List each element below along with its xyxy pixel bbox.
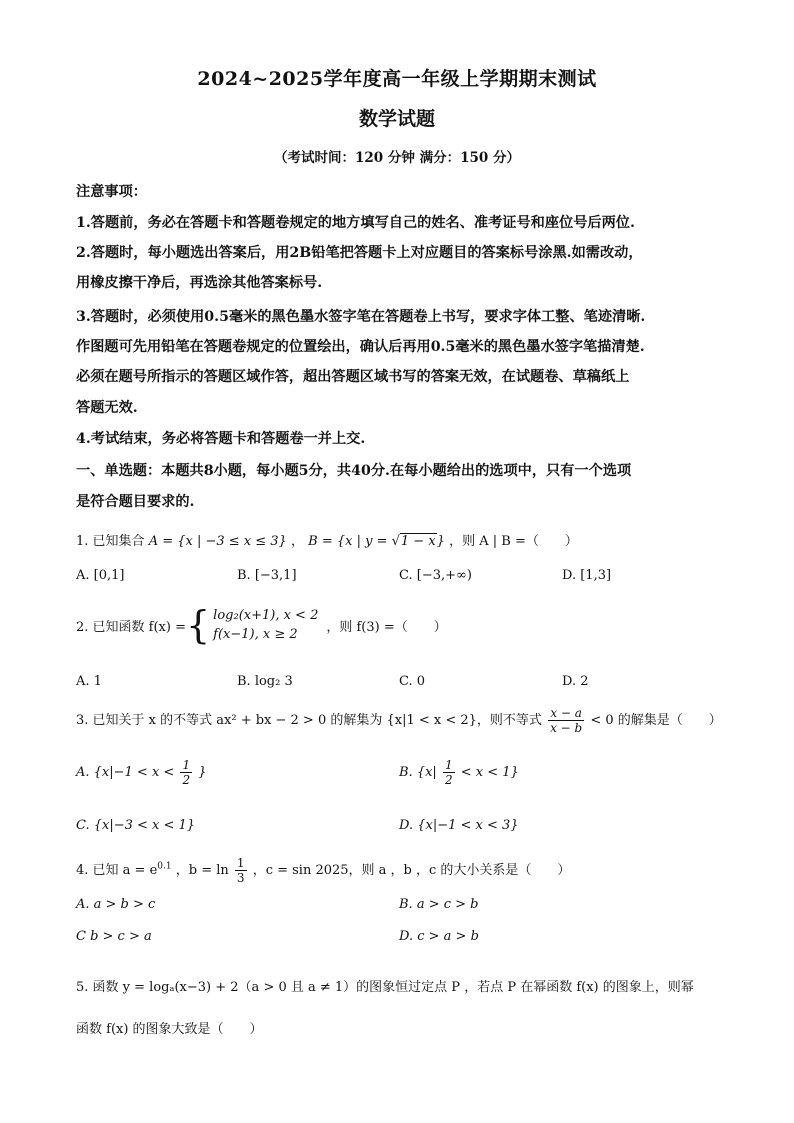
q4-option-a: A. a > b > c bbox=[76, 897, 156, 912]
q3-option-a bbox=[76, 758, 207, 787]
q4-option-b: B. a > c > b bbox=[399, 897, 479, 912]
q1-comma: ， bbox=[290, 534, 304, 549]
q2-stem-b: ，则 f(3) =（ ） bbox=[326, 619, 447, 635]
q1-stem-b: ，则 A | B =（ ） bbox=[449, 534, 578, 549]
q3-option-b bbox=[399, 758, 519, 787]
q2-case-2: f(x−1), x ≥ 2 bbox=[213, 627, 298, 642]
q1-stem-a: 1. 已知集合 bbox=[76, 534, 145, 549]
q2-stem-a: 2. 已知函数 f(x) = bbox=[76, 619, 186, 635]
q1-option-d: D. [1,3] bbox=[562, 568, 612, 583]
q3-frac-den: x − b bbox=[550, 721, 583, 735]
q4-stem-a: 4. 已知 a = e bbox=[76, 863, 158, 878]
q3-option-d: D. {x|−1 < x < 3} bbox=[399, 818, 519, 833]
exam-info: （考试时间：120 分钟 满分：150 分） bbox=[274, 150, 520, 166]
q2-option-d: D. 2 bbox=[562, 674, 589, 689]
q2-option-a: A. 1 bbox=[76, 674, 102, 689]
q3-stem-b: < 0 的解集是（ ） bbox=[590, 713, 722, 728]
q2-option-c: C. 0 bbox=[399, 674, 426, 689]
note-line: 答题无效. bbox=[76, 400, 138, 416]
q4-option-d: D. c > a > b bbox=[399, 929, 479, 944]
q2-option-b: B. log₂ 3 bbox=[237, 674, 293, 689]
q3-opt-b-pre: B. {x| bbox=[399, 765, 437, 780]
q1-set-b-post: } bbox=[436, 534, 445, 549]
q1-option-c: C. [−3,+∞) bbox=[399, 568, 472, 583]
question-5-line-2: 函数 f(x) 的图象大致是（ ） bbox=[76, 1022, 263, 1037]
q1-set-a: A = {x | −3 ≤ x ≤ 3} bbox=[148, 534, 287, 549]
sqrt-icon: √ bbox=[391, 534, 400, 549]
note-line: 2.答题时，每小题选出答案后，用2B铅笔把答题卡上对应题目的答案标号涂黑.如需改动， bbox=[76, 245, 643, 261]
q4-fraction bbox=[235, 856, 247, 885]
q2-case-1: log₂(x+1), x < 2 bbox=[213, 608, 319, 623]
q3-stem-a: 3. 已知关于 x 的不等式 ax² + bx − 2 > 0 的解集为 {x|1 < x < 2}，则不等式 bbox=[76, 713, 542, 728]
q4-option-c: C b > c > a bbox=[76, 929, 152, 944]
q3-opt-b-post: < x < 1} bbox=[460, 765, 519, 780]
q4-frac-num: 1 bbox=[236, 856, 245, 870]
q1-set-b-radicand: 1 − x bbox=[400, 534, 436, 549]
q3-opt-a-num: 1 bbox=[182, 758, 191, 772]
note-line: 3.答题时，必须使用0.5毫米的黑色墨水签字笔在答题卷上书写，要求字体工整、笔迹清晰. bbox=[76, 309, 646, 325]
question-2-stem bbox=[76, 603, 447, 647]
exam-title: 2024~2025学年度高一年级上学期期末测试 bbox=[197, 68, 597, 90]
note-line: 必须在题号所指示的答题区域作答，超出答题区域书写的答案无效，在试题卷、草稿纸上 bbox=[76, 369, 630, 385]
q3-opt-b-frac bbox=[443, 758, 455, 787]
q3-opt-a-frac bbox=[180, 758, 192, 787]
question-5-line-1: 5. 函数 y = logₐ(x−3) + 2（a > 0 且 a ≠ 1）的图象恒过定点 P ，若点 P 在幂函数 f(x) 的图象上，则幂 bbox=[76, 980, 694, 995]
q4-exponent: 0.1 bbox=[157, 861, 172, 872]
q4-stem-c: ，c = sin 2025，则 a ，b ，c 的大小关系是（ ） bbox=[252, 863, 571, 878]
q3-fraction bbox=[548, 706, 584, 735]
question-1-stem bbox=[76, 530, 578, 549]
q3-opt-b-den: 2 bbox=[444, 773, 453, 787]
section-heading: 一、单选题：本题共8小题，每小题5分，共40分.在每小题给出的选项中，只有一个选项 bbox=[76, 463, 632, 479]
q4-stem-b: ，b = ln bbox=[175, 863, 229, 878]
q3-opt-a-den: 2 bbox=[182, 773, 191, 787]
q1-option-b: B. [−3,1] bbox=[237, 568, 297, 583]
q3-option-c: C. {x|−3 < x < 1} bbox=[76, 818, 196, 833]
note-line: 1.答题前，务必在答题卡和答题卷规定的地方填写自己的姓名、准考证号和座位号后两位. bbox=[76, 215, 635, 231]
left-brace-icon: { bbox=[185, 603, 211, 647]
note-line: 作图题可先用铅笔在答题卷规定的位置绘出，确认后再用0.5毫米的黑色墨水签字笔描清楚. bbox=[76, 339, 645, 355]
q1-set-b-pre: B = {x | y = bbox=[308, 534, 392, 549]
note-line: 用橡皮擦干净后，再选涂其他答案标号. bbox=[76, 275, 323, 291]
question-4-stem bbox=[76, 856, 570, 885]
notes-heading: 注意事项： bbox=[76, 184, 147, 200]
note-line: 4.考试结束，务必将答题卡和答题卷一并上交. bbox=[76, 431, 366, 447]
question-3-stem bbox=[76, 706, 722, 735]
exam-subject: 数学试题 bbox=[358, 108, 435, 130]
q3-opt-a-post: } bbox=[198, 765, 207, 780]
q3-opt-a-pre: A. {x|−1 < x < bbox=[76, 765, 175, 780]
section-heading-cont: 是符合题目要求的. bbox=[76, 494, 195, 510]
q3-frac-num: x − a bbox=[548, 706, 584, 721]
q1-option-a: A. [0,1] bbox=[76, 568, 125, 583]
q3-opt-b-num: 1 bbox=[444, 758, 453, 772]
q4-frac-den: 3 bbox=[236, 871, 245, 885]
